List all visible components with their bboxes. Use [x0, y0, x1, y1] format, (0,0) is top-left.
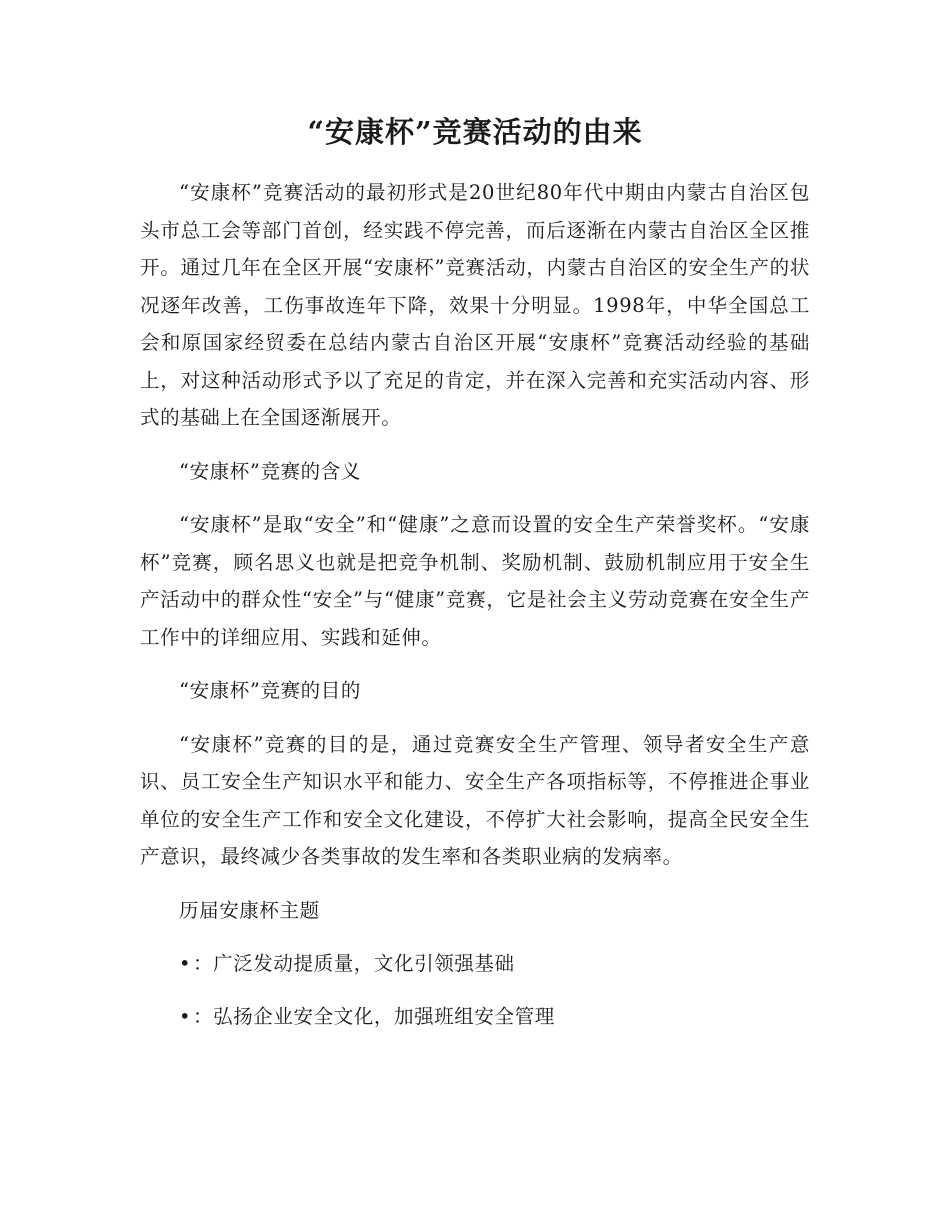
themes-heading: 历届安康杯主题	[179, 898, 320, 922]
spacer	[140, 876, 810, 892]
meaning-heading: “安康杯”竞赛的含义	[179, 459, 361, 483]
bullet-icon: •	[179, 952, 192, 975]
spacer	[140, 656, 810, 672]
origin-paragraph: “安康杯”竞赛活动的最初形式是20世纪80年代中期由内蒙古自治区包头市总工会等部门首创，经实践不停完善，而后逐渐在内蒙古自治区全区推开。通过几年在全区开展“安康杯”竞赛活动，内蒙古自治区的安全生产的状况逐年改善，工伤事故连年下降，效果十分明显。1998年，中华全国总工会和原国家经贸委在总结内蒙古自治区开展“安康杯”竞赛活动经验的基础上，对这种活动形式予以了充足的肯定，并在深入完善和充实活动内容、形式的基础上在全国逐渐展开。	[140, 181, 810, 429]
theme-text: ：广泛发动提质量，文化引领强基础	[193, 952, 515, 975]
document-page	[140, 108, 810, 1050]
theme-text: ：弘扬企业安全文化，加强班组安全管理	[193, 1004, 555, 1028]
purpose-paragraph: “安康杯”竞赛的目的是，通过竞赛安全生产管理、领导者安全生产意识、员工安全生产知识水平和能力、安全生产各项指标等，不停推进企事业单位的安全生产工作和安全文化建设，不停扩大社会影响，提高全民安全生产意识，最终减少各类事故的发生率和各类职业病的发病率。	[140, 732, 810, 868]
themes-list	[140, 945, 810, 1035]
list-item	[140, 998, 810, 1036]
meaning-paragraph: “安康杯”是取“安全”和“健康”之意而设置的安全生产荣誉奖杯。“安康杯”竞赛，顾名思义也就是把竞争机制、奖励机制、鼓励机制应用于安全生产活动中的群众性“安全”与“健康”竞赛，它是社会主义劳动竞赛在安全生产工作中的详细应用、实践和延伸。	[140, 513, 810, 649]
bullet-icon: •	[179, 1004, 192, 1028]
spacer	[140, 490, 810, 506]
spacer	[140, 437, 810, 453]
spacer	[140, 929, 810, 945]
spacer	[140, 710, 810, 726]
purpose-heading: “安康杯”竞赛的目的	[179, 679, 361, 702]
document-title: “安康杯”竞赛活动的由来	[307, 115, 643, 149]
list-item	[140, 945, 810, 983]
